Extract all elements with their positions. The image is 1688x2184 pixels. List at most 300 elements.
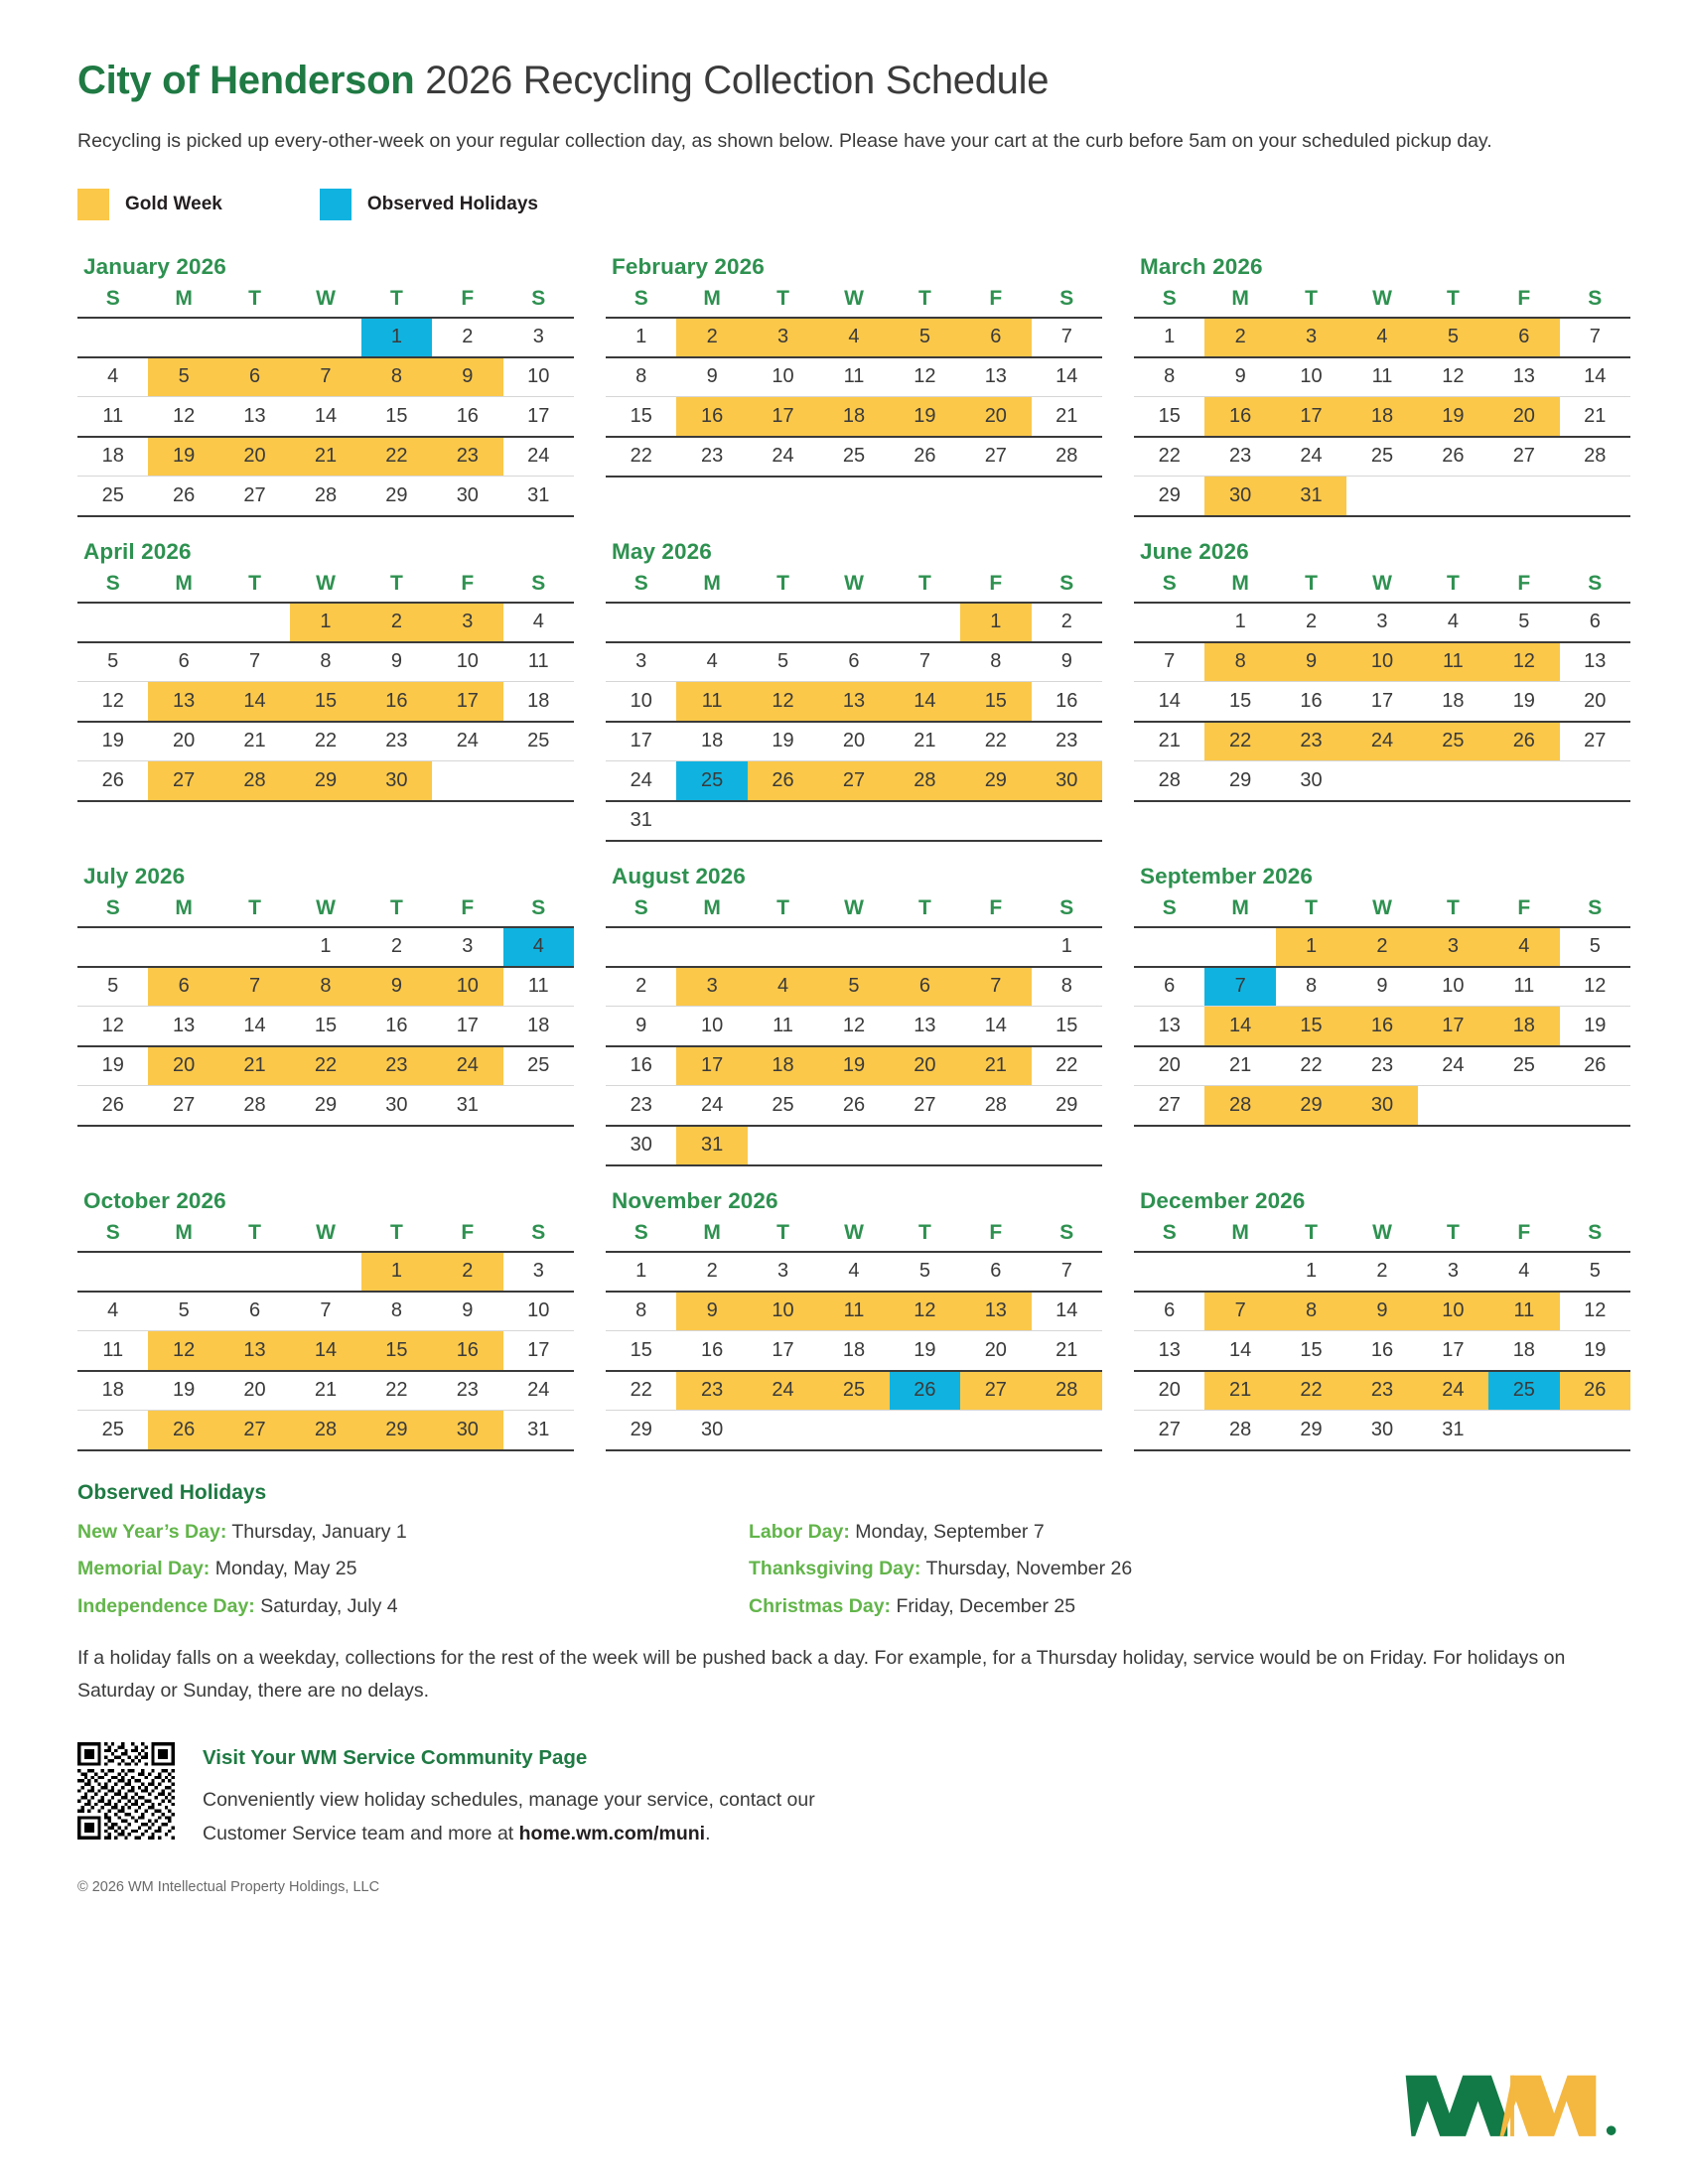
month-table — [1134, 1220, 1630, 1451]
day-cell: 1 — [1134, 318, 1204, 357]
month-table — [77, 286, 574, 517]
week-row — [77, 1007, 574, 1046]
day-cell: 10 — [676, 1007, 747, 1046]
day-cell: 2 — [432, 1252, 502, 1292]
weekday-header: T — [248, 1220, 261, 1244]
day-cell: 12 — [77, 682, 148, 722]
legend-item-observed-holidays — [320, 189, 538, 220]
day-cell: 22 — [1204, 722, 1275, 761]
footer-text — [203, 1742, 815, 1851]
weekday-header: T — [917, 286, 931, 310]
day-cell: 1 — [606, 1252, 676, 1292]
day-cell: 23 — [1346, 1046, 1417, 1086]
weekday-header: S — [1162, 895, 1177, 919]
gold-week-swatch — [77, 189, 109, 220]
day-cell: 11 — [818, 357, 889, 397]
weekday-header: T — [248, 895, 261, 919]
weekday-header: F — [989, 1220, 1003, 1244]
day-cell: 28 — [290, 1411, 360, 1450]
day-cell: 16 — [432, 397, 502, 437]
day-cell: 25 — [676, 761, 747, 801]
weekday-header: M — [1231, 571, 1249, 595]
day-cell-empty — [606, 603, 676, 642]
weekday-header: T — [389, 895, 403, 919]
day-cell: 2 — [676, 318, 747, 357]
day-cell: 31 — [1276, 477, 1346, 516]
day-cell: 12 — [1488, 642, 1559, 682]
day-cell: 12 — [148, 1331, 218, 1371]
footer-link[interactable]: home.wm.com/muni — [518, 1822, 706, 1844]
week-row — [1134, 722, 1630, 761]
weekday-header: W — [316, 571, 336, 595]
day-cell: 26 — [890, 1371, 960, 1411]
day-cell-empty — [1418, 1086, 1488, 1126]
weekday-header: T — [1446, 571, 1460, 595]
day-cell: 10 — [606, 682, 676, 722]
day-cell: 14 — [1560, 357, 1630, 397]
month-title: January 2026 — [83, 253, 226, 279]
day-cell: 18 — [77, 437, 148, 477]
day-cell-empty — [818, 927, 889, 967]
week-row — [606, 682, 1102, 722]
month-title: December 2026 — [1140, 1187, 1306, 1213]
weekday-header: F — [1517, 895, 1531, 919]
day-cell: 4 — [748, 967, 818, 1007]
day-cell: 20 — [148, 722, 218, 761]
day-cell: 27 — [960, 437, 1031, 477]
day-cell: 28 — [219, 761, 290, 801]
day-cell: 5 — [148, 1292, 218, 1331]
day-cell: 29 — [290, 761, 360, 801]
day-cell: 11 — [77, 1331, 148, 1371]
day-cell: 16 — [1032, 682, 1102, 722]
month-table — [77, 571, 574, 802]
day-cell: 13 — [890, 1007, 960, 1046]
day-cell-empty — [676, 801, 747, 841]
day-cell: 9 — [361, 967, 432, 1007]
day-cell: 20 — [1134, 1046, 1204, 1086]
weekday-header: M — [175, 286, 193, 310]
day-cell: 6 — [148, 967, 218, 1007]
day-cell-empty — [219, 318, 290, 357]
day-cell: 3 — [1418, 1252, 1488, 1292]
day-cell: 4 — [503, 603, 574, 642]
day-cell: 29 — [290, 1086, 360, 1126]
day-cell: 31 — [432, 1086, 502, 1126]
day-cell-empty — [1346, 761, 1417, 801]
day-cell: 14 — [1204, 1007, 1275, 1046]
day-cell-empty — [1418, 477, 1488, 516]
day-cell: 25 — [1488, 1371, 1559, 1411]
day-cell: 17 — [606, 722, 676, 761]
month-table — [606, 895, 1102, 1166]
holiday-entry — [77, 1589, 723, 1624]
day-cell: 26 — [148, 1411, 218, 1450]
weekday-header: T — [1446, 286, 1460, 310]
month-title: April 2026 — [83, 538, 192, 564]
day-cell: 26 — [890, 437, 960, 477]
day-cell: 12 — [748, 682, 818, 722]
weekday-header: S — [1162, 286, 1177, 310]
day-cell: 4 — [1488, 927, 1559, 967]
observed-holidays-label: Observed Holidays — [366, 193, 538, 214]
month-january — [77, 254, 574, 517]
weekday-header: S — [105, 571, 120, 595]
day-cell: 14 — [1032, 1292, 1102, 1331]
weekday-header: F — [461, 571, 475, 595]
day-cell: 2 — [606, 967, 676, 1007]
day-cell: 13 — [219, 1331, 290, 1371]
footer-body-line-2-post: . — [705, 1822, 711, 1844]
day-cell: 11 — [748, 1007, 818, 1046]
day-cell: 17 — [748, 397, 818, 437]
week-row — [77, 967, 574, 1007]
holiday-delay-note: If a holiday falls on a weekday, collections for the rest of the week will be pushed back a day. For example, for a Thursday holiday, service would be on Friday. For holidays on Saturday or Sunday, there are no delays. — [77, 1646, 1566, 1703]
day-cell: 3 — [748, 318, 818, 357]
day-cell-empty — [77, 603, 148, 642]
week-row — [77, 397, 574, 437]
week-row — [606, 1252, 1102, 1292]
day-cell: 11 — [1488, 1292, 1559, 1331]
day-cell-empty — [1560, 477, 1630, 516]
page-title-rest: 2026 Recycling Collection Schedule — [414, 59, 1050, 102]
day-cell: 7 — [1204, 1292, 1275, 1331]
day-cell: 25 — [503, 722, 574, 761]
day-cell: 3 — [606, 642, 676, 682]
day-cell: 28 — [890, 761, 960, 801]
month-february — [606, 254, 1102, 517]
day-cell: 3 — [748, 1252, 818, 1292]
week-row — [1134, 642, 1630, 682]
day-cell: 20 — [148, 1046, 218, 1086]
qr-code-icon[interactable] — [77, 1742, 175, 1840]
day-cell: 8 — [606, 1292, 676, 1331]
day-cell: 11 — [503, 967, 574, 1007]
day-cell: 13 — [960, 357, 1031, 397]
day-cell: 14 — [1032, 357, 1102, 397]
day-cell: 18 — [1488, 1007, 1559, 1046]
weekday-header: T — [917, 1220, 931, 1244]
day-cell: 21 — [219, 1046, 290, 1086]
week-row — [77, 477, 574, 516]
day-cell: 19 — [1488, 682, 1559, 722]
weekday-header: F — [1517, 286, 1531, 310]
week-row — [606, 1331, 1102, 1371]
day-cell: 14 — [960, 1007, 1031, 1046]
day-cell: 6 — [818, 642, 889, 682]
day-cell-empty — [219, 927, 290, 967]
month-december — [1134, 1188, 1630, 1451]
month-title: June 2026 — [1140, 538, 1249, 564]
weekday-header: T — [389, 286, 403, 310]
day-cell: 28 — [1560, 437, 1630, 477]
week-row — [77, 1252, 574, 1292]
day-cell: 3 — [1418, 927, 1488, 967]
day-cell: 14 — [290, 397, 360, 437]
day-cell: 21 — [1032, 397, 1102, 437]
weekday-header: F — [1517, 1220, 1531, 1244]
weekday-header: M — [703, 895, 721, 919]
day-cell: 10 — [748, 357, 818, 397]
day-cell-empty — [1134, 1252, 1204, 1292]
day-cell: 24 — [748, 437, 818, 477]
day-cell: 1 — [290, 927, 360, 967]
weekday-header: S — [1588, 286, 1603, 310]
day-cell-empty — [960, 801, 1031, 841]
day-cell: 6 — [960, 318, 1031, 357]
week-row — [606, 1046, 1102, 1086]
day-cell: 23 — [676, 1371, 747, 1411]
day-cell: 10 — [1276, 357, 1346, 397]
week-row — [1134, 357, 1630, 397]
day-cell: 17 — [676, 1046, 747, 1086]
day-cell-empty — [1418, 761, 1488, 801]
month-title: March 2026 — [1140, 253, 1263, 279]
day-cell: 6 — [1134, 1292, 1204, 1331]
weekday-header: S — [105, 1220, 120, 1244]
day-cell-empty — [890, 1126, 960, 1165]
day-cell: 14 — [1204, 1331, 1275, 1371]
day-cell: 4 — [1418, 603, 1488, 642]
week-row — [1134, 1292, 1630, 1331]
day-cell: 20 — [219, 1371, 290, 1411]
week-row — [606, 603, 1102, 642]
wm-logo — [1398, 2066, 1626, 2142]
day-cell: 25 — [748, 1086, 818, 1126]
day-cell-empty — [148, 927, 218, 967]
day-cell: 21 — [290, 1371, 360, 1411]
day-cell-empty — [503, 761, 574, 801]
day-cell: 5 — [77, 642, 148, 682]
day-cell: 25 — [503, 1046, 574, 1086]
month-march — [1134, 254, 1630, 517]
weekday-header: T — [248, 286, 261, 310]
day-cell: 29 — [361, 477, 432, 516]
day-cell: 28 — [1032, 437, 1102, 477]
day-cell: 15 — [1276, 1007, 1346, 1046]
day-cell: 30 — [606, 1126, 676, 1165]
day-cell: 9 — [361, 642, 432, 682]
week-row — [77, 603, 574, 642]
observed-holidays-swatch — [320, 189, 352, 220]
day-cell: 22 — [361, 437, 432, 477]
month-november — [606, 1188, 1102, 1451]
day-cell: 27 — [890, 1086, 960, 1126]
weekday-header: F — [1517, 571, 1531, 595]
holiday-name: New Year’s Day: — [77, 1520, 227, 1543]
day-cell: 8 — [290, 967, 360, 1007]
day-cell: 15 — [1204, 682, 1275, 722]
intro-text: Recycling is picked up every-other-week on your regular collection day, as shown below. Please have your cart at the curb before 5am on your scheduled pickup day. — [77, 130, 1492, 152]
day-cell: 20 — [890, 1046, 960, 1086]
day-cell: 8 — [606, 357, 676, 397]
day-cell: 17 — [432, 1007, 502, 1046]
weekday-header: T — [389, 1220, 403, 1244]
day-cell: 5 — [1560, 927, 1630, 967]
day-cell: 8 — [960, 642, 1031, 682]
week-row — [77, 1292, 574, 1331]
day-cell: 16 — [676, 1331, 747, 1371]
week-row — [1134, 397, 1630, 437]
week-row — [77, 761, 574, 801]
day-cell-empty — [1488, 1086, 1559, 1126]
day-cell: 5 — [1488, 603, 1559, 642]
week-row — [606, 761, 1102, 801]
day-cell: 13 — [148, 682, 218, 722]
day-cell: 21 — [219, 722, 290, 761]
day-cell: 8 — [361, 1292, 432, 1331]
day-cell: 11 — [818, 1292, 889, 1331]
day-cell: 17 — [1418, 1007, 1488, 1046]
day-cell: 12 — [148, 397, 218, 437]
day-cell: 12 — [1560, 967, 1630, 1007]
month-title: September 2026 — [1140, 863, 1313, 888]
day-cell-empty — [1488, 477, 1559, 516]
day-cell: 1 — [290, 603, 360, 642]
weekday-header: F — [461, 895, 475, 919]
day-cell: 22 — [960, 722, 1031, 761]
day-cell: 29 — [1134, 477, 1204, 516]
footer-title[interactable]: Visit Your WM Service Community Page — [203, 1745, 588, 1769]
day-cell: 30 — [432, 477, 502, 516]
day-cell: 5 — [1560, 1252, 1630, 1292]
day-cell: 25 — [1346, 437, 1417, 477]
day-cell: 11 — [676, 682, 747, 722]
day-cell: 18 — [77, 1371, 148, 1411]
day-cell: 3 — [676, 967, 747, 1007]
day-cell: 17 — [1276, 397, 1346, 437]
day-cell: 6 — [1488, 318, 1559, 357]
day-cell: 30 — [1032, 761, 1102, 801]
day-cell: 26 — [1560, 1046, 1630, 1086]
day-cell: 9 — [1276, 642, 1346, 682]
day-cell: 1 — [361, 318, 432, 357]
day-cell: 1 — [361, 1252, 432, 1292]
month-april — [77, 539, 574, 842]
week-row — [77, 318, 574, 357]
day-cell: 14 — [219, 682, 290, 722]
day-cell-empty — [890, 1411, 960, 1450]
weekday-header: T — [776, 895, 789, 919]
day-cell: 7 — [219, 967, 290, 1007]
day-cell-empty — [960, 927, 1031, 967]
day-cell: 8 — [1032, 967, 1102, 1007]
day-cell-empty — [1346, 477, 1417, 516]
day-cell: 30 — [676, 1411, 747, 1450]
day-cell: 14 — [1134, 682, 1204, 722]
weekday-header: S — [1588, 1220, 1603, 1244]
week-row — [77, 927, 574, 967]
day-cell: 1 — [1032, 927, 1102, 967]
weekday-header: M — [1231, 286, 1249, 310]
day-cell: 11 — [1346, 357, 1417, 397]
day-cell: 26 — [148, 477, 218, 516]
day-cell: 28 — [1204, 1411, 1275, 1450]
day-cell: 22 — [1032, 1046, 1102, 1086]
holiday-entry — [77, 1552, 723, 1586]
day-cell: 4 — [1346, 318, 1417, 357]
day-cell-empty — [290, 318, 360, 357]
weekday-header: M — [175, 571, 193, 595]
day-cell-empty — [219, 1252, 290, 1292]
weekday-header: W — [1372, 286, 1392, 310]
day-cell: 19 — [77, 1046, 148, 1086]
week-row — [77, 1411, 574, 1450]
week-row — [606, 967, 1102, 1007]
day-cell-empty — [890, 801, 960, 841]
day-cell: 7 — [290, 1292, 360, 1331]
holiday-date: Monday, May 25 — [210, 1558, 357, 1580]
week-row — [606, 722, 1102, 761]
day-cell: 30 — [1346, 1086, 1417, 1126]
day-cell: 11 — [1488, 967, 1559, 1007]
day-cell: 20 — [1134, 1371, 1204, 1411]
day-cell: 25 — [1418, 722, 1488, 761]
day-cell-empty — [148, 318, 218, 357]
weekday-header: S — [1588, 895, 1603, 919]
holiday-date: Thursday, November 26 — [920, 1558, 1133, 1580]
week-row — [606, 1086, 1102, 1126]
week-row — [1134, 1007, 1630, 1046]
day-cell: 31 — [503, 1411, 574, 1450]
day-cell: 23 — [1276, 722, 1346, 761]
week-row — [1134, 1086, 1630, 1126]
day-cell: 22 — [290, 722, 360, 761]
week-row — [77, 1086, 574, 1126]
day-cell: 6 — [960, 1252, 1031, 1292]
holiday-name: Thanksgiving Day: — [749, 1558, 921, 1580]
day-cell-empty — [1032, 1411, 1102, 1450]
month-october — [77, 1188, 574, 1451]
day-cell: 19 — [77, 722, 148, 761]
day-cell: 29 — [1276, 1086, 1346, 1126]
day-cell: 6 — [219, 1292, 290, 1331]
day-cell: 9 — [676, 1292, 747, 1331]
day-cell: 16 — [361, 1007, 432, 1046]
day-cell: 2 — [1346, 927, 1417, 967]
day-cell-empty — [432, 761, 502, 801]
week-row — [606, 801, 1102, 841]
weekday-header: W — [316, 286, 336, 310]
calendar-grid — [77, 254, 1617, 1473]
day-cell: 17 — [1418, 1331, 1488, 1371]
day-cell: 13 — [219, 397, 290, 437]
day-cell: 13 — [1134, 1007, 1204, 1046]
day-cell: 15 — [290, 1007, 360, 1046]
day-cell-empty — [748, 927, 818, 967]
day-cell: 28 — [219, 1086, 290, 1126]
week-row — [1134, 682, 1630, 722]
day-cell: 6 — [148, 642, 218, 682]
weekday-header: W — [316, 1220, 336, 1244]
day-cell: 29 — [1032, 1086, 1102, 1126]
day-cell-empty — [818, 1126, 889, 1165]
month-title: October 2026 — [83, 1187, 226, 1213]
day-cell: 8 — [1276, 967, 1346, 1007]
day-cell: 22 — [1134, 437, 1204, 477]
holiday-date: Thursday, January 1 — [226, 1520, 407, 1543]
day-cell: 26 — [77, 761, 148, 801]
day-cell-empty — [148, 603, 218, 642]
day-cell: 19 — [890, 397, 960, 437]
day-cell: 16 — [676, 397, 747, 437]
day-cell: 12 — [818, 1007, 889, 1046]
day-cell: 2 — [1276, 603, 1346, 642]
weekday-header: W — [844, 895, 864, 919]
day-cell: 25 — [77, 1411, 148, 1450]
day-cell: 15 — [361, 397, 432, 437]
day-cell: 1 — [606, 318, 676, 357]
